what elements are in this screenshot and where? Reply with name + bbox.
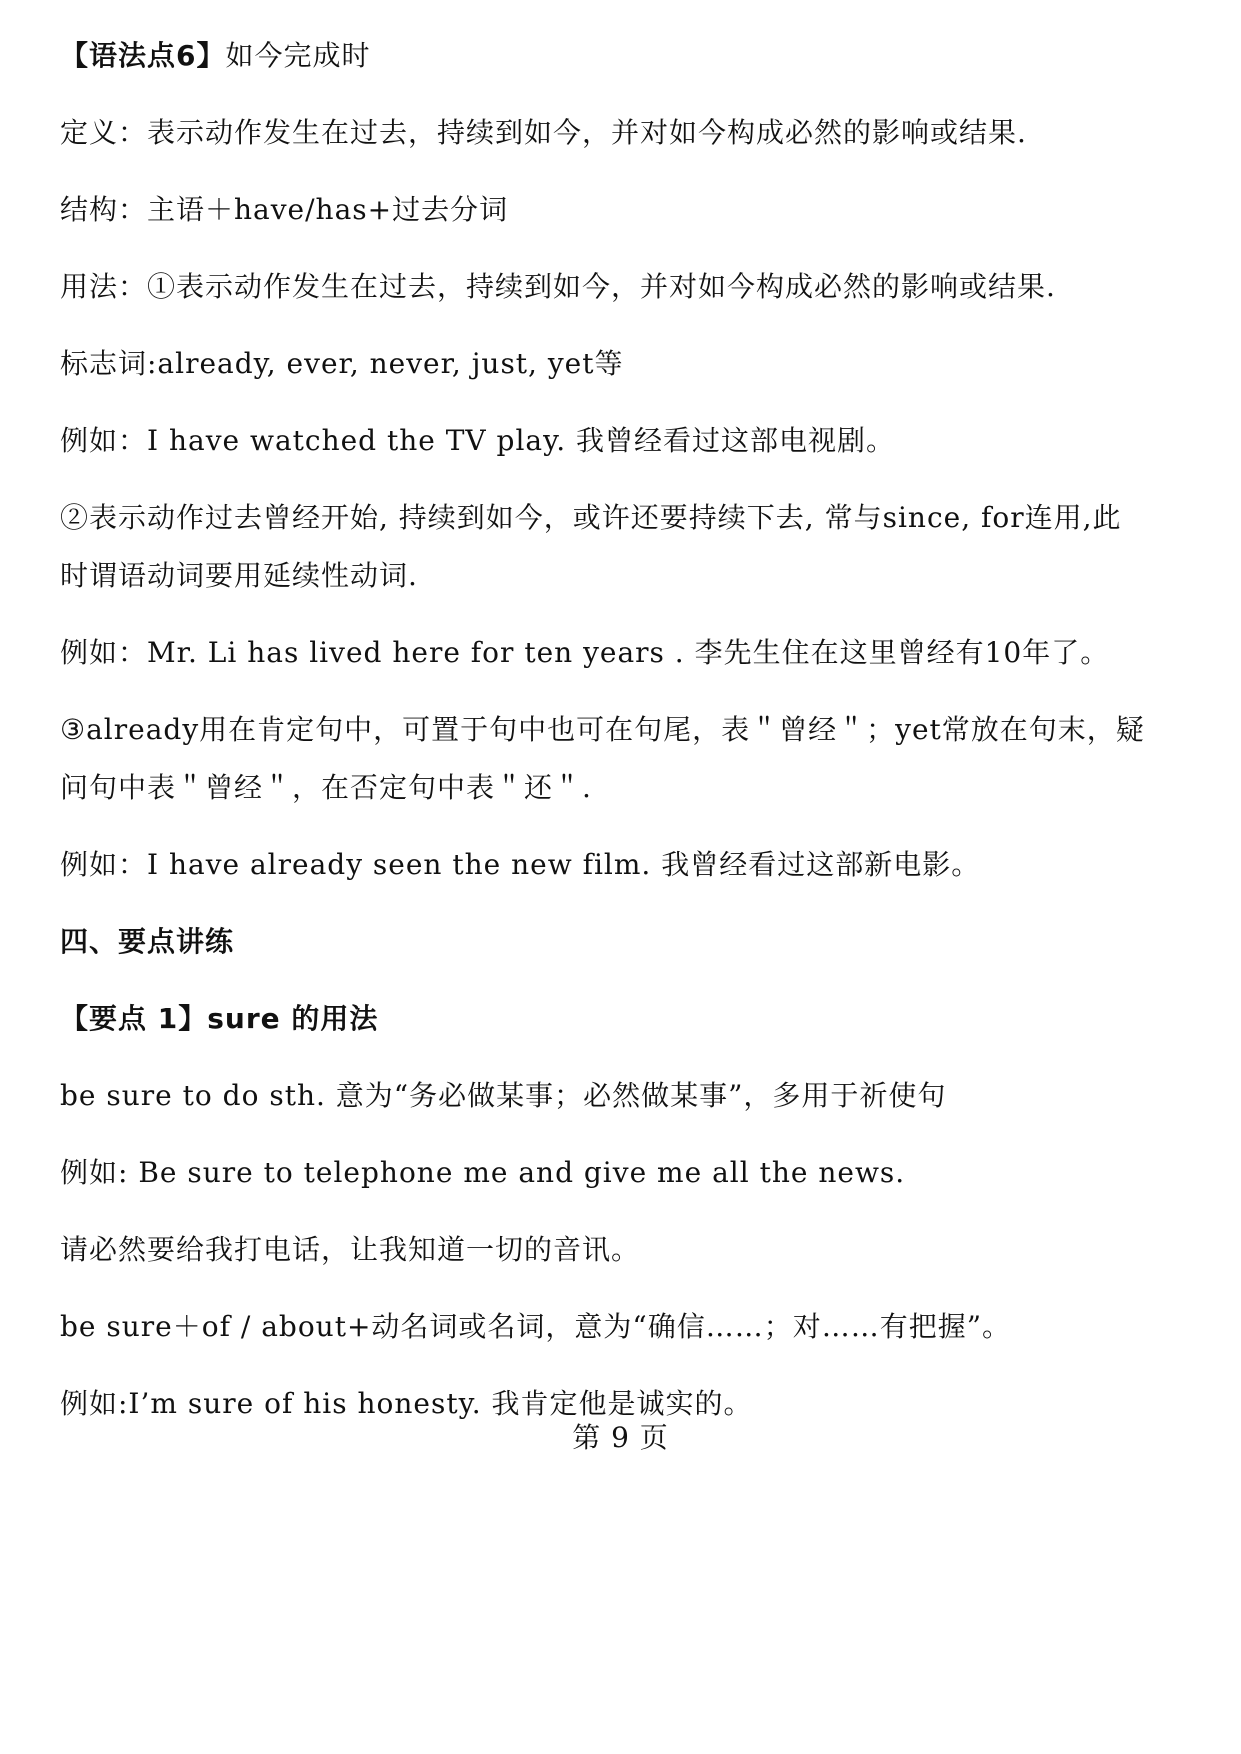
definition-line: 定义：表示动作发生在过去，持续到如今，并对如今构成必然的影响或结果. <box>60 116 1027 149</box>
grammar-point-6-heading <box>60 38 1190 74</box>
example-sure-1-line: 例如: Be sure to telephone me and give me all the news. <box>60 1156 906 1189</box>
usage-2-line-2: 时谓语动词要用延续性动词. <box>60 559 418 592</box>
example-3-line: 例如：I have already seen the new film. 我曾经看过这部新电影。 <box>60 848 981 881</box>
sure-of-line: be sure＋of / about+动名词或名词，意为“确信……；对……有把握”。 <box>60 1310 1012 1343</box>
page-number: 第 9 页 <box>572 1421 669 1454</box>
example-1-line: 例如：I have watched the TV play. 我曾经看过这部电视剧。 <box>60 424 896 457</box>
example-sure-2-line: 例如:I’m sure of his honesty. 我肯定他是诚实的。 <box>60 1387 753 1420</box>
section-4-heading: 四、要点讲练 <box>60 925 235 958</box>
structure-line: 结构：主语＋have/has+过去分词 <box>60 193 509 226</box>
example-2-line: 例如：Mr. Li has lived here for ten years . 李先生住在这里曾经有10年了。 <box>60 636 1110 669</box>
sure-to-do-line: be sure to do sth. 意为“务必做某事；必然做某事”，多用于祈使句 <box>60 1079 947 1112</box>
signal-words-line: 标志词:already, ever, never, just, yet等 <box>60 347 624 380</box>
usage-3-line-1: ③already用在肯定句中，可置于句中也可在句尾，表＂曾经＂；yet常放在句末，疑 <box>60 713 1145 746</box>
grammar-point-label: 【语法点6】 <box>60 39 226 72</box>
grammar-point-title: 如今完成时 <box>225 39 371 72</box>
usage-2-line-1: ②表示动作过去曾经开始, 持续到如今，或许还要持续下去, 常与since, for连用,此 <box>60 501 1122 534</box>
point-1-heading: 【要点 1】sure 的用法 <box>60 1002 379 1035</box>
usage-1-line: 用法：①表示动作发生在过去，持续到如今，并对如今构成必然的影响或结果. <box>60 270 1056 303</box>
translation-sure-1-line: 请必然要给我打电话，让我知道一切的音讯。 <box>60 1233 641 1266</box>
usage-3-line-2: 问句中表＂曾经＂，在否定句中表＂还＂. <box>60 771 592 804</box>
